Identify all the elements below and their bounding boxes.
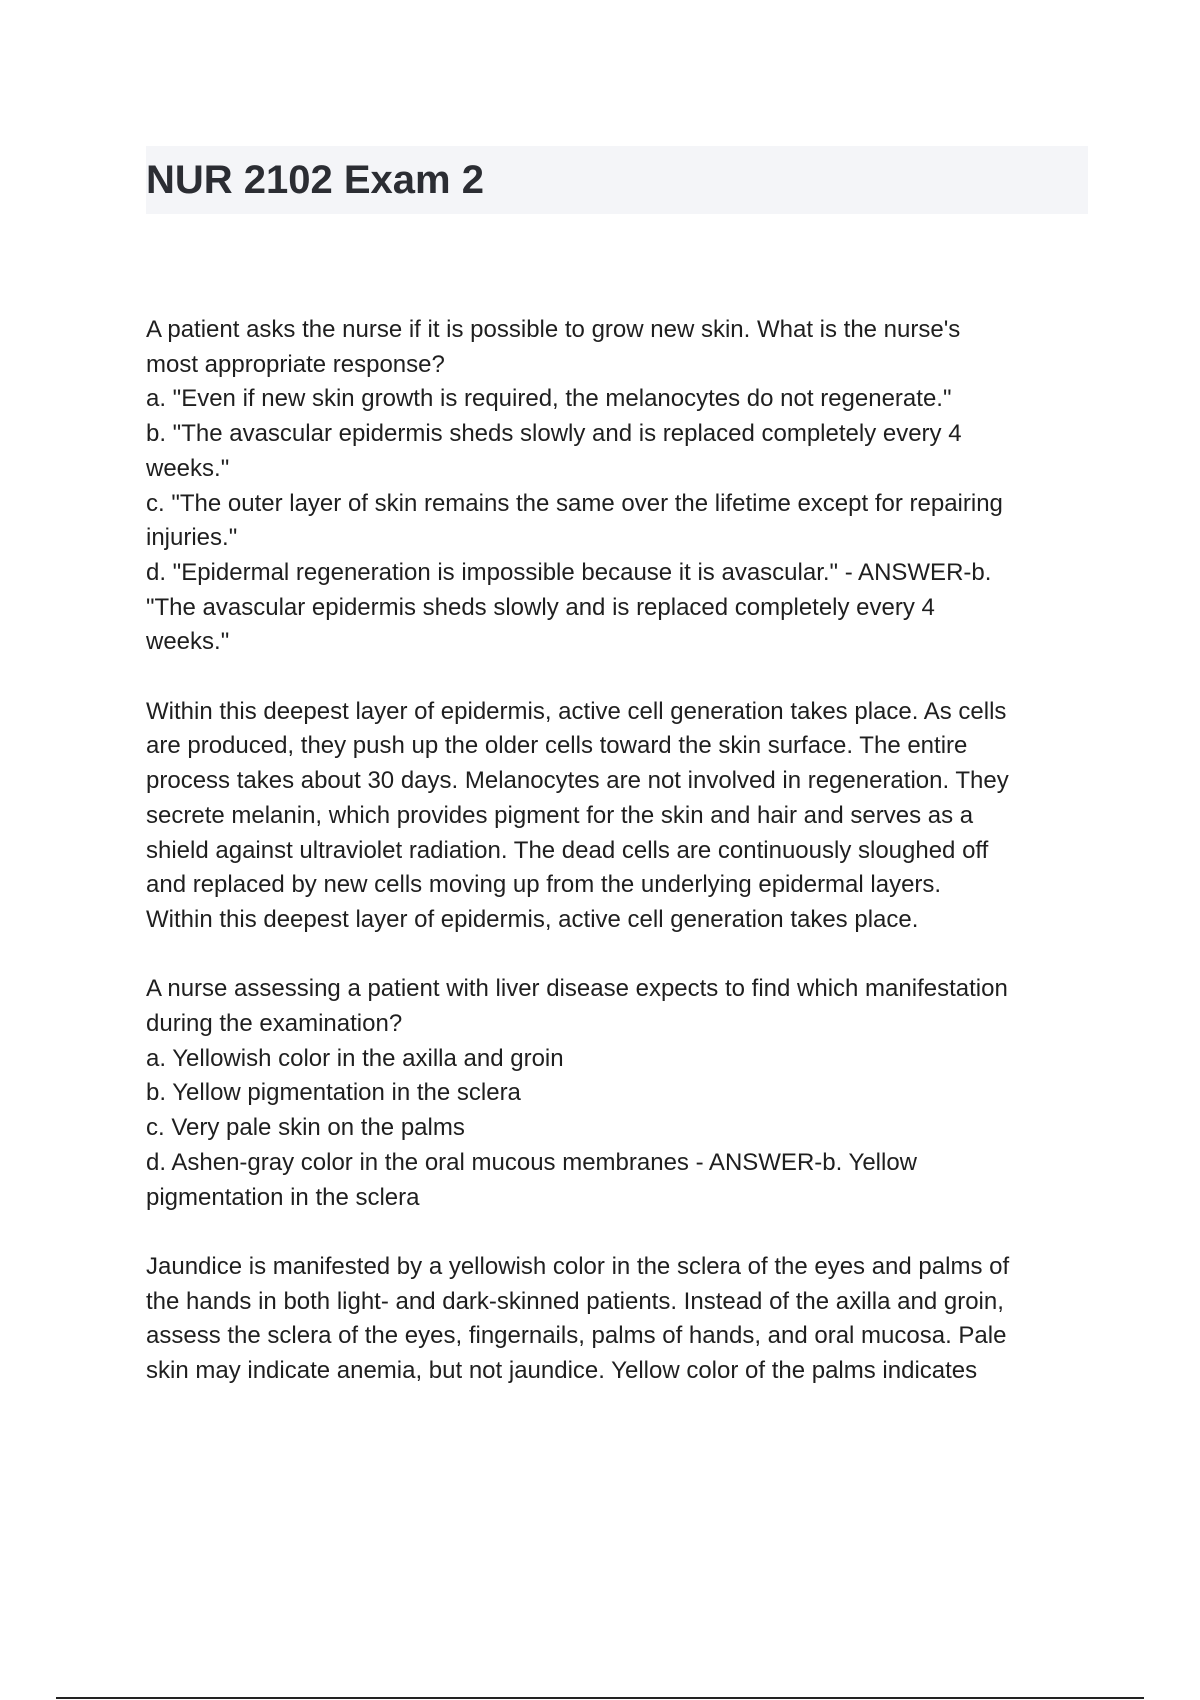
text-line: and replaced by new cells moving up from the underlying epidermal layers.: [146, 871, 942, 899]
correct-answer: pigmentation in the sclera: [146, 1183, 420, 1211]
answer-option: weeks.": [146, 454, 230, 482]
answer-option: a. "Even if new skin growth is required, the melanocytes do not regenerate.": [146, 385, 952, 413]
page-title: NUR 2102 Exam 2: [146, 158, 484, 202]
question-block: [146, 972, 1096, 1215]
rationale-block: [146, 695, 1096, 938]
title-band: [146, 146, 1088, 214]
text-line: process takes about 30 days. Melanocytes are not involved in regeneration. They: [146, 767, 1009, 795]
document-body: [146, 313, 1096, 1423]
correct-answer: weeks.": [146, 628, 230, 656]
page-bottom-divider: [56, 1697, 1144, 1699]
text-line: assess the sclera of the eyes, fingernails, palms of hands, and oral mucosa. Pale: [146, 1322, 1007, 1350]
text-line: Within this deepest layer of epidermis, active cell generation takes place. As cells: [146, 697, 1007, 725]
text-line: are produced, they push up the older cells toward the skin surface. The entire: [146, 732, 968, 760]
rationale-block: [146, 1250, 1096, 1389]
text-line: A patient asks the nurse if it is possible to grow new skin. What is the nurse's: [146, 316, 961, 343]
answer-option: d. Ashen-gray color in the oral mucous membranes - ANSWER-b. Yellow: [146, 1148, 918, 1176]
text-line: shield against ultraviolet radiation. The dead cells are continuously sloughed off: [146, 836, 989, 864]
text-line: secrete melanin, which provides pigment for the skin and hair and serves as a: [146, 801, 974, 829]
text-line: Jaundice is manifested by a yellowish color in the sclera of the eyes and palms of: [146, 1252, 1010, 1280]
text-line: the hands in both light- and dark-skinned patients. Instead of the axilla and groin,: [146, 1287, 1004, 1315]
answer-option: b. Yellow pigmentation in the sclera: [146, 1079, 521, 1107]
question-block: [146, 313, 1096, 660]
answer-option: c. Very pale skin on the palms: [146, 1114, 465, 1142]
answer-option: a. Yellowish color in the axilla and groin: [146, 1044, 564, 1072]
text-line: most appropriate response?: [146, 350, 445, 378]
correct-answer: "The avascular epidermis sheds slowly and is replaced completely every 4: [146, 593, 935, 621]
answer-option: b. "The avascular epidermis sheds slowly and is replaced completely every 4: [146, 420, 962, 448]
answer-option: c. "The outer layer of skin remains the same over the lifetime except for repairing: [146, 489, 1003, 517]
answer-option: injuries.": [146, 524, 238, 552]
text-line: during the examination?: [146, 1010, 403, 1038]
answer-option: d. "Epidermal regeneration is impossible because it is avascular." - ANSWER-b.: [146, 558, 992, 586]
text-line: skin may indicate anemia, but not jaundice. Yellow color of the palms indicates: [146, 1357, 978, 1385]
text-line: A nurse assessing a patient with liver disease expects to find which manifestation: [146, 975, 1008, 1003]
text-line: Within this deepest layer of epidermis, active cell generation takes place.: [146, 905, 919, 933]
